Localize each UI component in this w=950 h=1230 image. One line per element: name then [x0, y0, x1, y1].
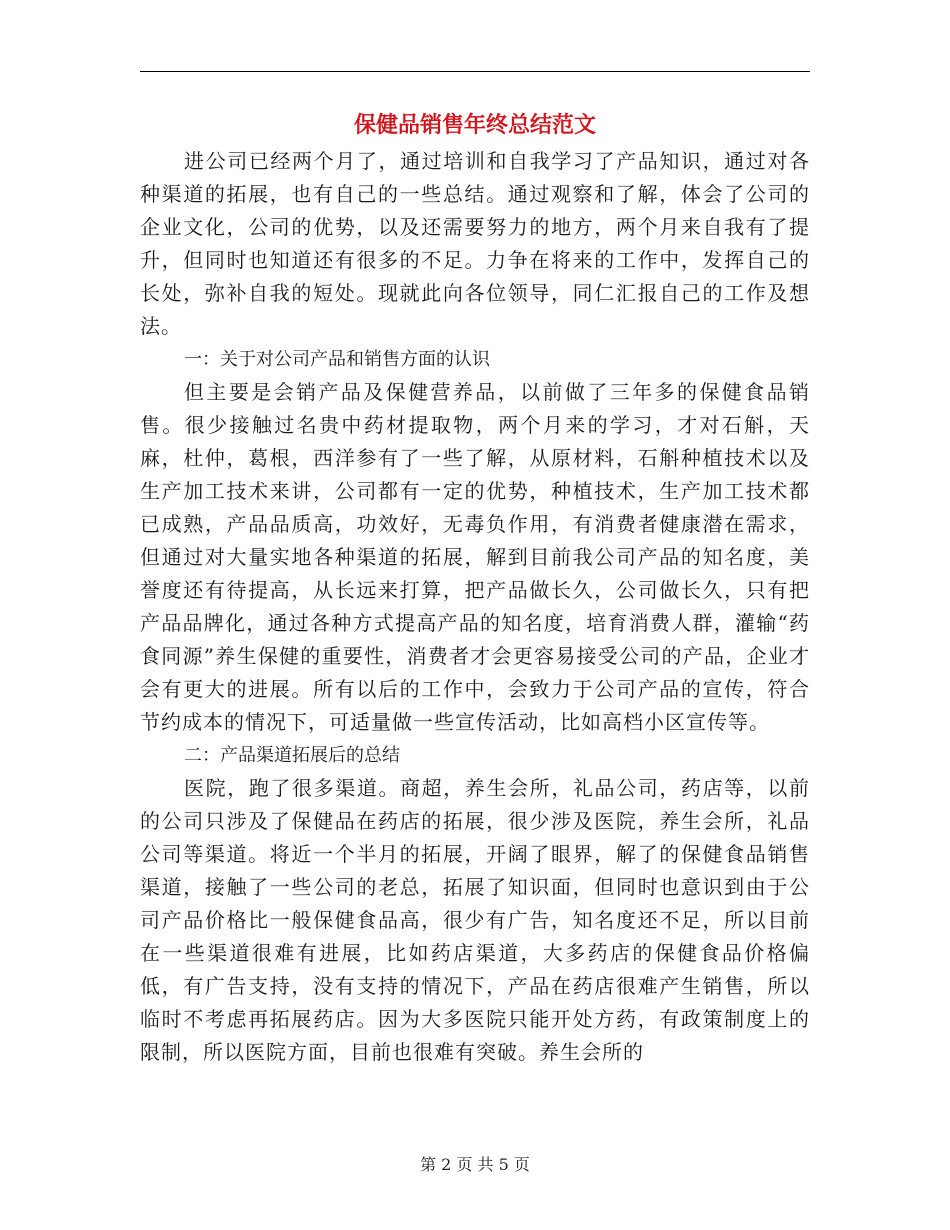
section-heading-2: 二：产品渠道拓展后的总结 [184, 745, 400, 766]
document-body [140, 145, 810, 1069]
document-title: 保健品销售年终总结范文 [353, 113, 596, 138]
header-rule [140, 71, 810, 72]
paragraph-intro: 进公司已经两个月了，通过培训和自我学习了产品知识，通过对各种渠道的拓展，也有自己的一些总结。通过观察和了解，体会了公司的企业文化，公司的优势，以及还需要努力的地方，两个月来自我有了提升，但同时也知道还有很多的不足。力争在将来的工作中，发挥自己的长处，弥补自我的短处。现就此向各位领导，同仁汇报自己的工作及想法。 [140, 149, 810, 338]
paragraph-product-sales: 但主要是会销产品及保健营养品，以前做了三年多的保健食品销售。很少接触过名贵中药材提取物，两个月来的学习，才对石斛，天麻，杜仲，葛根，西洋参有了一些了解，从原材料，石斛种植技术以及生产加工技术来讲，公司都有一定的优势，种植技术，生产加工技术都已成熟，产品品质高，功效好，无毒负作用，有消费者健康潜在需求，但通过对大量实地各种渠道的拓展，解到目前我公司产品的知名度，美誉度还有待提高，从长远来打算，把产品做长久，公司做长久，只有把产品品牌化，通过各种方式提高产品的知名度，培育消费人群，灌输“药食同源”养生保健的重要性，消费者才会更容易接受公司的产品，企业才会有更大的进展。所有以后的工作中，会致力于公司产品的宣传，符合节约成本的情况下，可适量做一些宣传活动，比如高档小区宣传等。 [140, 380, 810, 734]
paragraph-channels: 医院，跑了很多渠道。商超，养生会所，礼品公司，药店等，以前的公司只涉及了保健品在药店的拓展，很少涉及医院，养生会所，礼品公司等渠道。将近一个半月的拓展，开阔了眼界，解了的保健食品销售渠道，接触了一些公司的老总，拓展了知识面，但同时也意识到由于公司产品价格比一般保健食品高，很少有广告，知名度还不足，所以目前在一些渠道很难有进展，比如药店渠道，大多药店的保健食品价格偏低，有广告支持，没有支持的情况下，产品在药店很难产生销售，所以临时不考虑再拓展药店。因为大多医院只能开处方药，有政策制度上的限制，所以医院方面，目前也很难有突破。养生会所的 [140, 776, 810, 1064]
page-footer: 第 2 页 共 5 页 [420, 1155, 530, 1174]
section-heading-1: 一：关于对公司产品和销售方面的认识 [184, 349, 490, 370]
